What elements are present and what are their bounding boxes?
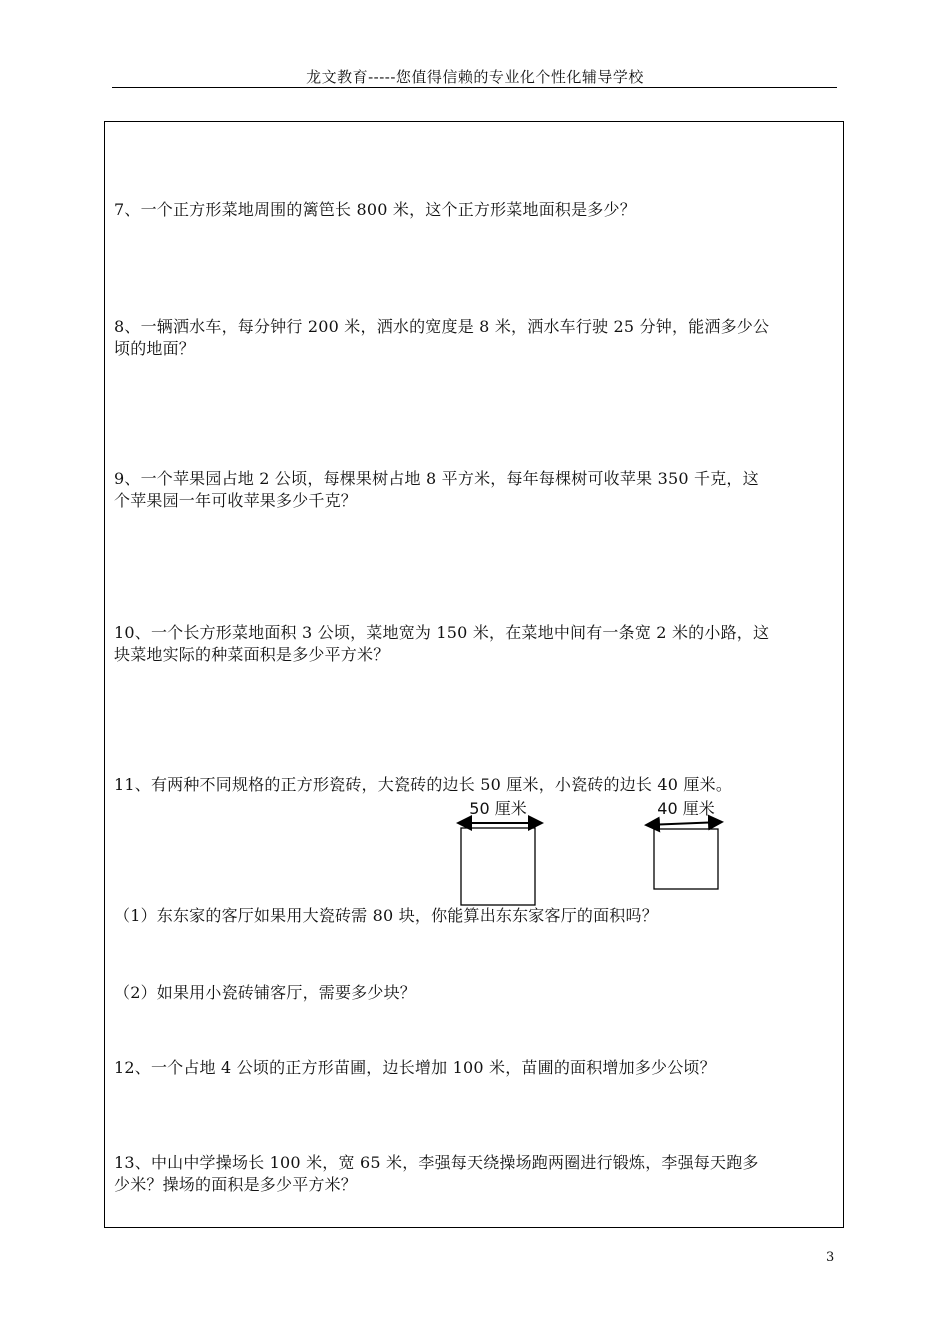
question-8-line-1: 8、一辆洒水车，每分钟行 200 米，洒水的宽度是 8 米，洒水车行驶 25 分钟，能洒多少公: [114, 317, 770, 336]
question-11-part-2: （2）如果用小瓷砖铺客厅，需要多少块？: [114, 983, 416, 1002]
small-tile-label: 40 厘米: [657, 799, 715, 818]
page-number: 3: [826, 1250, 835, 1265]
question-13-line-1: 13、中山中学操场长 100 米，宽 65 米，李强每天绕操场跑两圈进行锻炼，李强每天跑多: [114, 1153, 759, 1172]
question-10-line-1: 10、一个长方形菜地面积 3 公顷，菜地宽为 150 米，在菜地中间有一条宽 2 米的小路，这: [114, 623, 770, 642]
large-tile-square: [461, 828, 535, 905]
question-9-line-2: 个苹果园一年可收苹果多少千克？: [114, 491, 358, 510]
question-13-line-2: 少米？操场的面积是多少平方米？: [114, 1175, 358, 1194]
page-header-title: 龙文教育-----您值得信赖的专业化个性化辅导学校: [306, 68, 644, 86]
question-7: 7、一个正方形菜地周围的篱笆长 800 米，这个正方形菜地面积是多少？: [114, 200, 636, 219]
question-8-line-2: 顷的地面？: [114, 339, 196, 358]
question-11: 11、有两种不同规格的正方形瓷砖，大瓷砖的边长 50 厘米，小瓷砖的边长 40 厘米。: [114, 775, 733, 794]
question-9-line-1: 9、一个苹果园占地 2 公顷，每棵果树占地 8 平方米，每年每棵树可收苹果 350 千克，这: [114, 469, 759, 488]
question-11-part-1: （1）东东家的客厅如果用大瓷砖需 80 块，你能算出东东家客厅的面积吗？: [114, 906, 658, 925]
small-tile-arrow: [646, 822, 722, 825]
large-tile-label: 50 厘米: [469, 799, 527, 818]
question-12: 12、一个占地 4 公顷的正方形苗圃，边长增加 100 米，苗圃的面积增加多少公顷？: [114, 1058, 716, 1077]
small-tile-square: [654, 829, 718, 889]
question-10-line-2: 块菜地实际的种菜面积是多少平方米？: [114, 645, 390, 664]
